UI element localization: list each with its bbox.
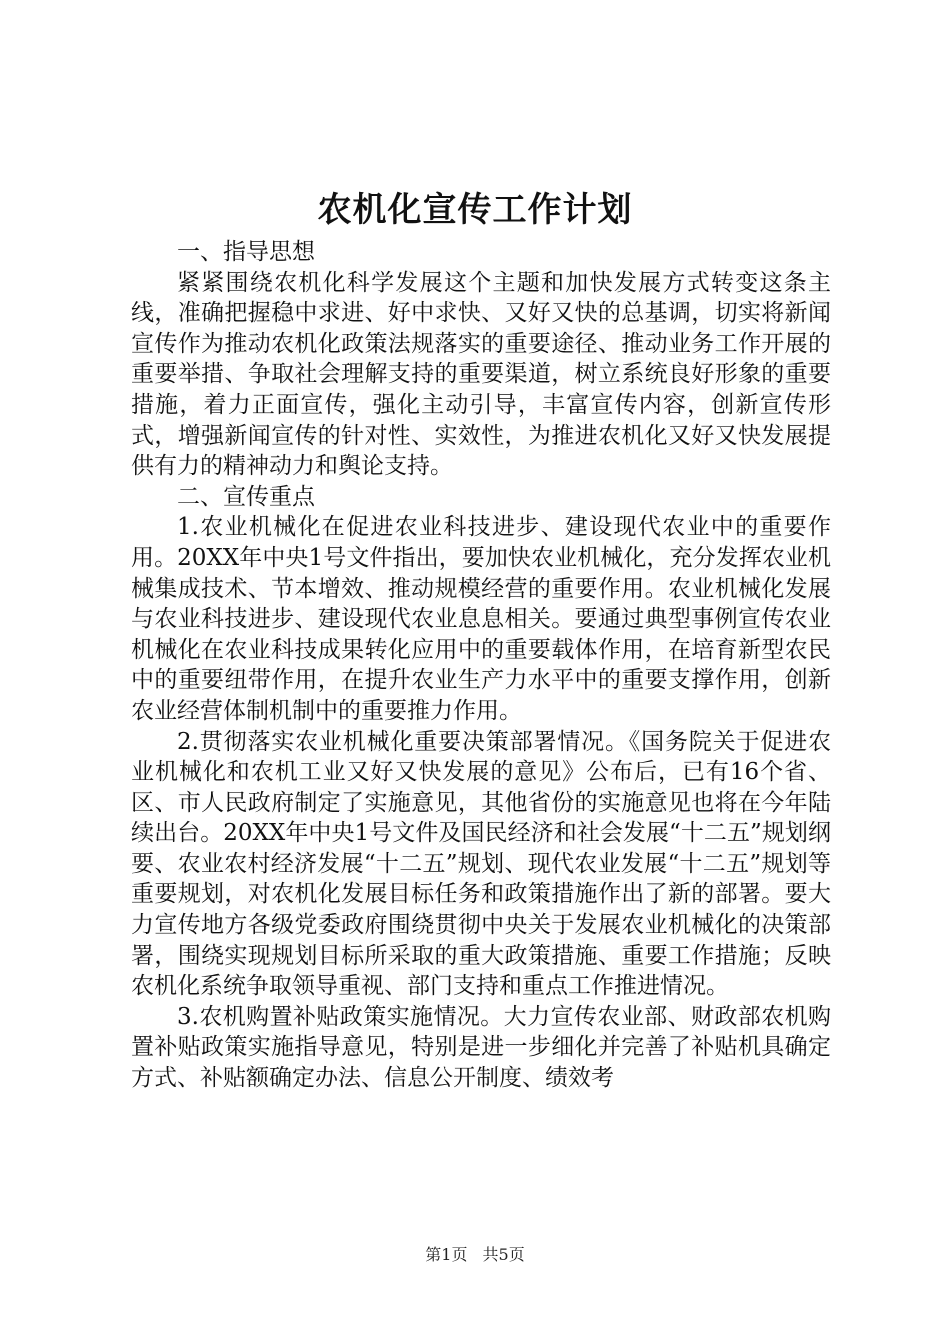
section-heading-publicity-focus: 二、宣传重点: [177, 483, 315, 510]
paragraph: 3.农机购置补贴政策实施情况。大力宣传农业部、财政部农机购置补贴政策实施指导意见，特别是进一步细化并完善了补贴机具确定方式、补贴额确定办法、信息公开制度、绩效考: [131, 1003, 831, 1092]
document-title: 农机化宣传工作计划: [317, 190, 633, 230]
page-total: 共5页: [482, 1245, 525, 1264]
document-body: [131, 237, 831, 1094]
section-heading-guiding-thought: 一、指导思想: [177, 239, 315, 265]
page-footer: [0, 1244, 950, 1266]
paragraph: 紧紧围绕农机化科学发展这个主题和加快发展方式转变这条主线，准确把握稳中求进、好中求快、又好又快的总基调，切实将新闻宣传作为推动农机化政策法规落实的重要途径、推动业务工作开展的重要举措、争取社会理解支持的重要渠道，树立系统良好形象的重要措施，着力正面宣传，强化主动引导，丰富宣传内容，创新宣传形式，增强新闻宣传的针对性、实效性，为推进农机化又好又快发展提供有力的精神动力和舆论支持。: [131, 269, 831, 480]
paragraph: 1.农业机械化在促进农业科技进步、建设现代农业中的重要作用。20XX年中央1号文件指出，要加快农业机械化，充分发挥农业机械集成技术、节本增效、推动规模经营的重要作用。农业机械化发展与农业科技进步、建设现代农业息息相关。要通过典型事例宣传农业机械化在农业科技成果转化应用中的重要载体作用，在培育新型农民中的重要纽带作用，在提升农业生产力水平中的重要支撑作用，创新农业经营体制机制中的重要推力作用。: [131, 514, 831, 724]
paragraph: 2.贯彻落实农业机械化重要决策部署情况。《国务院关于促进农业机械化和农机工业又好又快发展的意见》公布后，已有16个省、区、市人民政府制定了实施意见，其他省份的实施意见也将在今年陆续出台。20XX年中央1号文件及国民经济和社会发展“十二五”规划纲要、农业农村经济发展“十二五”规划、现代农业发展“十二五”规划等重要规划，对农机化发展目标任务和政策措施作出了新的部署。要大力宣传地方各级党委政府围绕贯彻中央关于发展农业机械化的决策部署，围绕实现规划目标所采取的重大政策措施、重要工作措施；反映农机化系统争取领导重视、部门支持和重点工作推进情况。: [131, 728, 831, 1000]
page-number: 第1页: [425, 1245, 468, 1264]
